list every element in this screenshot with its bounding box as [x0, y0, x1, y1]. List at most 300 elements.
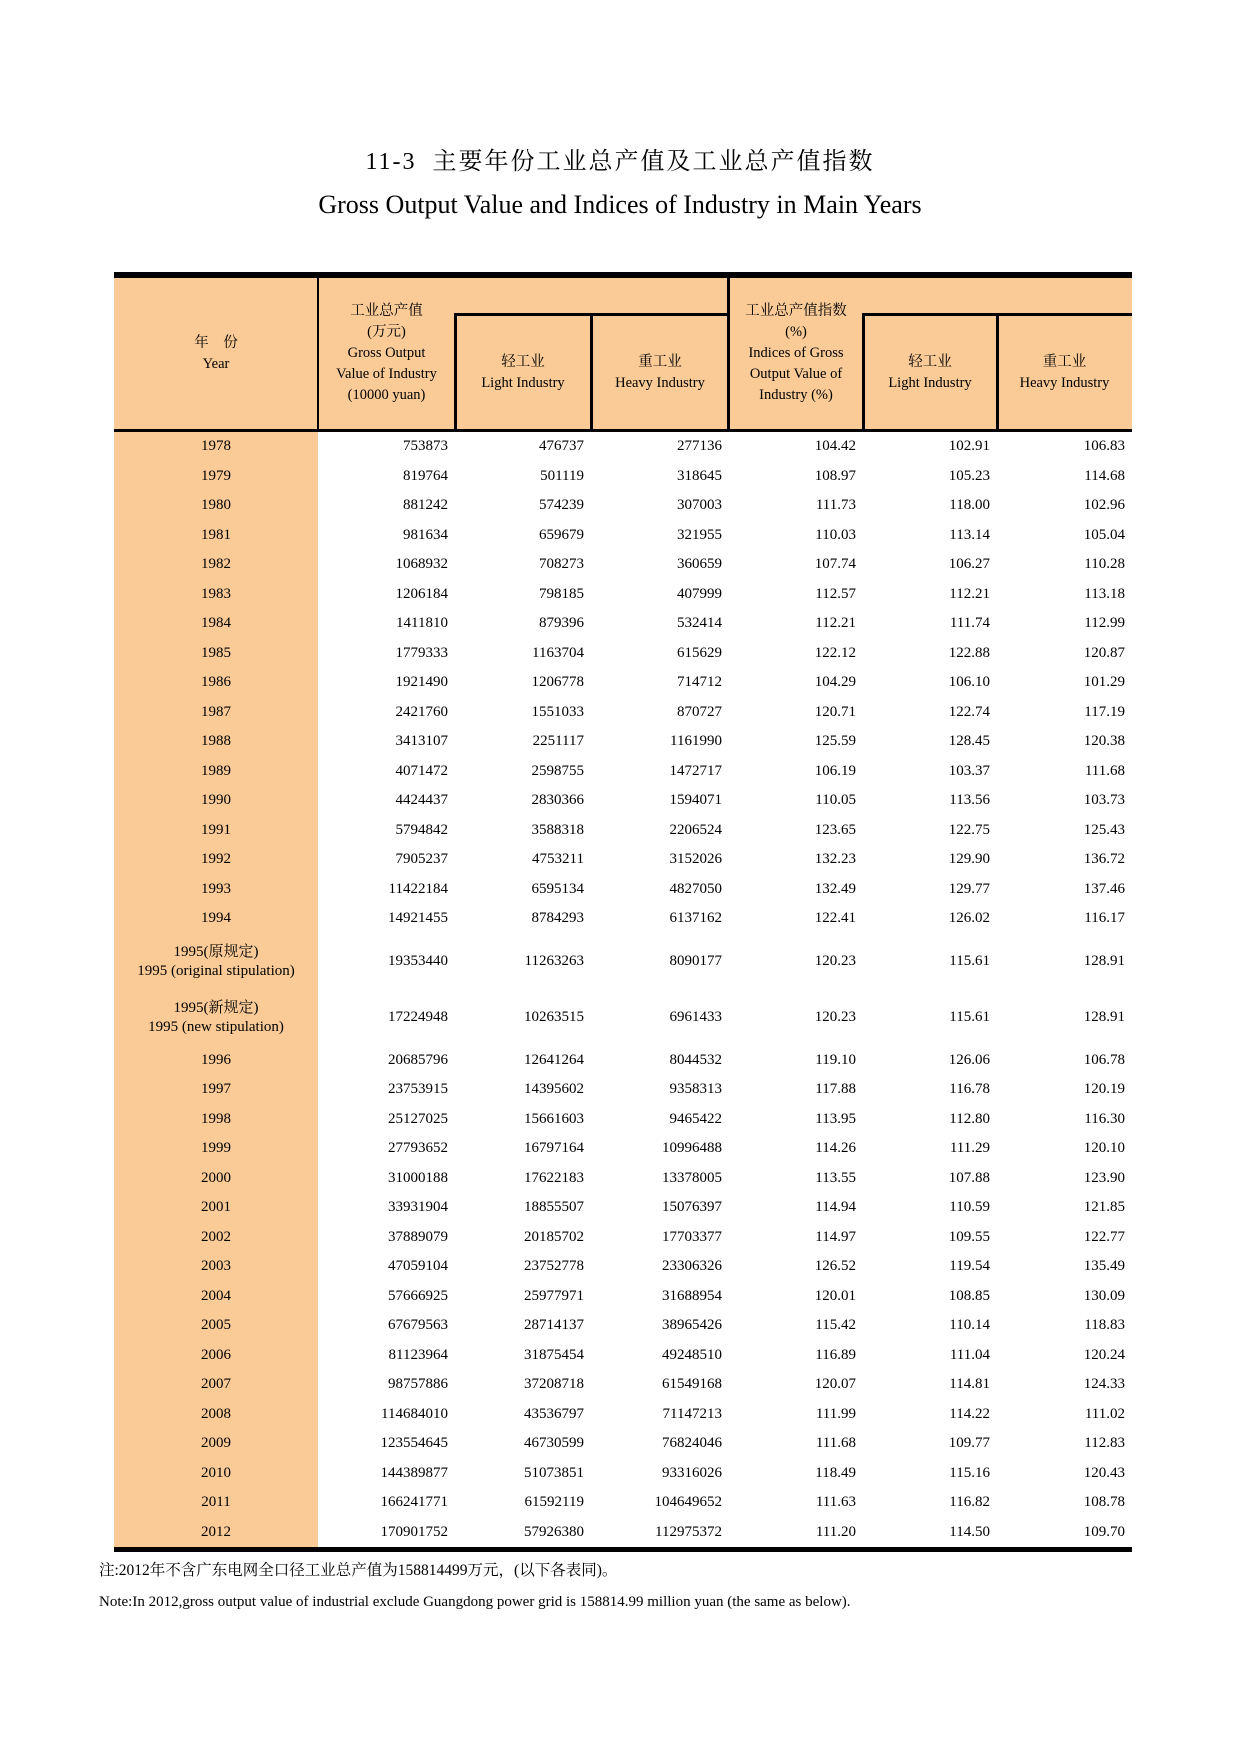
table-row — [114, 550, 1132, 580]
light-industry-index-cell: 113.14 — [949, 526, 990, 543]
light-industry-index-cell: 107.88 — [948, 1169, 990, 1186]
output-index-cell: 111.63 — [815, 1494, 856, 1511]
year-cell — [114, 1252, 318, 1282]
heavy-industry-value-cell: 870727 — [677, 703, 722, 720]
header-heavy2-en: Heavy Industry — [1019, 374, 1110, 391]
table-row — [114, 1400, 1132, 1430]
header-gross-output — [318, 278, 455, 429]
gross-output-cell: 81123964 — [388, 1346, 448, 1363]
gross-output-cell: 25127025 — [388, 1110, 448, 1127]
output-index-cell: 113.95 — [815, 1110, 856, 1127]
header-heavy2-cn: 重工业 — [1042, 353, 1087, 370]
year-label-line: 2000 — [201, 1169, 231, 1186]
light-industry-index-cell: 122.74 — [948, 703, 990, 720]
heavy-industry-index-cell: 121.85 — [1083, 1199, 1125, 1216]
header-index-line: Output Value of — [749, 366, 843, 382]
heavy-industry-index-cell: 106.78 — [1083, 1051, 1125, 1068]
table-row — [114, 1252, 1132, 1282]
year-label-line: 1988 — [201, 733, 231, 750]
header-divider-year — [317, 278, 319, 429]
heavy-industry-value-cell: 318645 — [677, 467, 722, 484]
table-row — [114, 757, 1132, 787]
light-industry-value-cell: 879396 — [539, 615, 584, 632]
heavy-industry-index-cell: 124.33 — [1083, 1376, 1125, 1393]
heavy-industry-value-cell: 9465422 — [669, 1110, 722, 1127]
heavy-industry-value-cell: 15076397 — [662, 1199, 722, 1216]
gross-output-cell: 67679563 — [388, 1317, 448, 1334]
light-industry-index-cell: 113.56 — [949, 792, 990, 809]
header-heavy-industry-index — [997, 316, 1132, 429]
year-cell — [114, 462, 318, 492]
output-index-cell: 112.21 — [815, 615, 856, 632]
light-industry-index-cell: 115.61 — [949, 1009, 990, 1025]
table-row — [114, 1046, 1132, 1076]
light-industry-value-cell: 6595134 — [531, 880, 584, 897]
gross-output-cell: 4071472 — [395, 762, 448, 779]
year-cell — [114, 668, 318, 698]
year-cell — [114, 698, 318, 728]
gross-output-cell: 20685796 — [388, 1051, 448, 1068]
light-industry-value-cell: 23752778 — [524, 1258, 584, 1275]
year-label-line: 2001 — [201, 1199, 231, 1216]
light-industry-value-cell: 37208718 — [524, 1376, 584, 1393]
footnote-chinese: 注:2012年不含广东电网全口径工业总产值为158814499万元，(以下各表同)。 — [99, 1562, 618, 1579]
heavy-industry-value-cell: 8044532 — [669, 1051, 722, 1068]
heavy-industry-index-cell: 108.78 — [1083, 1494, 1125, 1511]
year-label-line: 1999 — [201, 1140, 231, 1157]
year-cell — [114, 757, 318, 787]
year-label-line: 1998 — [201, 1110, 231, 1127]
light-industry-index-cell: 126.06 — [948, 1051, 990, 1068]
gross-output-cell: 5794842 — [395, 821, 448, 838]
gross-output-cell: 37889079 — [388, 1228, 448, 1245]
heavy-industry-index-cell: 125.43 — [1083, 821, 1125, 838]
gross-output-cell: 7905237 — [395, 851, 448, 868]
heavy-industry-index-cell: 120.38 — [1083, 733, 1125, 750]
table-row — [114, 904, 1132, 934]
light-industry-value-cell: 15661603 — [524, 1110, 584, 1127]
table-row — [114, 1164, 1132, 1194]
heavy-industry-value-cell: 10996488 — [662, 1140, 722, 1157]
light-industry-value-cell: 1206778 — [531, 674, 584, 691]
table-row — [114, 1282, 1132, 1312]
header-year — [114, 278, 318, 429]
year-cell — [114, 1193, 318, 1223]
light-industry-value-cell: 20185702 — [524, 1228, 584, 1245]
light-industry-index-cell: 122.88 — [948, 644, 990, 661]
heavy-industry-index-cell: 103.73 — [1083, 792, 1125, 809]
light-industry-index-cell: 119.54 — [949, 1258, 990, 1275]
year-label-line: 1997 — [201, 1081, 231, 1098]
light-industry-value-cell: 501119 — [540, 467, 584, 484]
header-light2-en: Light Industry — [888, 374, 972, 391]
heavy-industry-index-cell: 120.43 — [1083, 1464, 1125, 1481]
gross-output-cell: 2421760 — [395, 703, 448, 720]
light-industry-index-cell: 110.59 — [949, 1199, 990, 1216]
heavy-industry-value-cell: 31688954 — [662, 1287, 722, 1304]
light-industry-index-cell: 118.00 — [949, 497, 990, 514]
year-cell — [114, 1429, 318, 1459]
year-label-line: 1994 — [201, 910, 231, 927]
year-cell — [114, 609, 318, 639]
year-label-line: 1982 — [201, 556, 231, 573]
heavy-industry-value-cell: 76824046 — [662, 1435, 722, 1452]
year-label-line: 1984 — [201, 615, 231, 632]
header-index-line: Indices of Gross — [748, 345, 844, 361]
header-gross-line: 工业总产值 — [350, 303, 423, 319]
light-industry-index-cell: 109.77 — [948, 1435, 990, 1452]
table-row — [114, 491, 1132, 521]
light-industry-value-cell: 17622183 — [524, 1169, 584, 1186]
heavy-industry-value-cell: 360659 — [677, 556, 722, 573]
light-industry-index-cell: 116.78 — [949, 1081, 990, 1098]
heavy-industry-index-cell: 122.77 — [1083, 1228, 1125, 1245]
year-label-line: 2010 — [201, 1464, 231, 1481]
heavy-industry-value-cell: 6137162 — [669, 910, 722, 927]
heavy-industry-value-cell: 615629 — [677, 644, 722, 661]
light-industry-index-cell: 106.10 — [948, 674, 990, 691]
year-label-line: 1981 — [201, 526, 231, 543]
year-cell — [114, 786, 318, 816]
header-heavy1-cn: 重工业 — [638, 353, 682, 370]
light-industry-value-cell: 18855507 — [524, 1199, 584, 1216]
year-cell — [114, 875, 318, 905]
light-industry-index-cell: 111.04 — [949, 1346, 990, 1363]
table-row — [114, 698, 1132, 728]
heavy-industry-value-cell: 1594071 — [669, 792, 722, 809]
light-industry-value-cell: 57926380 — [524, 1523, 584, 1540]
heavy-industry-value-cell: 9358313 — [669, 1081, 722, 1098]
year-label-line: 1992 — [201, 851, 231, 868]
output-index-cell: 104.42 — [814, 438, 856, 455]
table-row — [114, 580, 1132, 610]
header-light-industry-index — [863, 316, 997, 429]
heavy-industry-index-cell: 116.30 — [1084, 1110, 1125, 1127]
table-row — [114, 609, 1132, 639]
table-header — [114, 278, 1132, 432]
table-row — [114, 816, 1132, 846]
light-industry-index-cell: 128.45 — [948, 733, 990, 750]
heavy-industry-index-cell: 118.83 — [1084, 1317, 1125, 1334]
light-industry-value-cell: 1163704 — [532, 644, 584, 661]
table-row — [114, 1105, 1132, 1135]
year-label-line: 2006 — [201, 1346, 231, 1363]
header-subdivider-2 — [590, 313, 593, 429]
gross-output-cell: 1921490 — [395, 674, 448, 691]
header-heavy1-en: Heavy Industry — [615, 374, 705, 391]
heavy-industry-index-cell: 137.46 — [1083, 880, 1125, 897]
output-index-cell: 112.57 — [815, 585, 856, 602]
light-industry-value-cell: 28714137 — [524, 1317, 584, 1334]
year-cell — [114, 1370, 318, 1400]
output-index-cell: 108.97 — [814, 467, 856, 484]
table-row — [114, 1341, 1132, 1371]
header-index-line: 工业总产值指数 — [745, 303, 847, 319]
table-row — [114, 432, 1132, 462]
year-label-line: 1990 — [201, 792, 231, 809]
output-index-cell: 115.42 — [815, 1317, 856, 1334]
year-label-line: 2003 — [201, 1258, 231, 1275]
heavy-industry-value-cell: 6961433 — [669, 1009, 722, 1025]
year-cell — [114, 1341, 318, 1371]
year-label-line: 1993 — [201, 880, 231, 897]
heavy-industry-index-cell: 114.68 — [1084, 467, 1125, 484]
year-label-line: 2007 — [201, 1376, 231, 1393]
year-label-line: 1985 — [201, 644, 231, 661]
light-industry-index-cell: 105.23 — [948, 467, 990, 484]
light-industry-value-cell: 8784293 — [531, 910, 584, 927]
table-body — [114, 432, 1132, 1552]
output-index-cell: 120.71 — [814, 703, 856, 720]
output-index-cell: 106.19 — [814, 762, 856, 779]
year-cell — [114, 845, 318, 875]
year-cell — [114, 1282, 318, 1312]
heavy-industry-value-cell: 532414 — [677, 615, 722, 632]
table-row — [114, 1518, 1132, 1548]
output-index-cell: 111.73 — [815, 497, 856, 514]
light-industry-value-cell: 16797164 — [524, 1140, 584, 1157]
output-index-cell: 113.55 — [815, 1169, 856, 1186]
heavy-industry-value-cell: 104649652 — [654, 1494, 722, 1511]
light-industry-index-cell: 114.81 — [949, 1376, 990, 1393]
heavy-industry-index-cell: 116.17 — [1084, 910, 1125, 927]
heavy-industry-value-cell: 714712 — [677, 674, 722, 691]
year-label-line: 1978 — [201, 438, 231, 455]
year-label-line: 2009 — [201, 1435, 231, 1452]
heavy-industry-value-cell: 2206524 — [669, 821, 722, 838]
output-index-cell: 132.49 — [814, 880, 856, 897]
gross-output-cell: 19353440 — [388, 953, 448, 969]
output-index-cell: 110.03 — [815, 526, 856, 543]
output-index-cell: 120.23 — [814, 1009, 856, 1025]
gross-output-cell: 98757886 — [388, 1376, 448, 1393]
heavy-industry-index-cell: 120.87 — [1083, 644, 1125, 661]
output-index-cell: 111.68 — [815, 1435, 856, 1452]
table-row — [114, 990, 1132, 1046]
output-index-cell: 110.05 — [815, 792, 856, 809]
gross-output-cell: 14921455 — [388, 910, 448, 927]
output-index-cell: 114.26 — [815, 1140, 856, 1157]
gross-output-cell: 1779333 — [395, 644, 448, 661]
header-index-line: (%) — [785, 324, 807, 340]
output-index-cell: 114.97 — [815, 1228, 856, 1245]
gross-output-cell: 31000188 — [388, 1169, 448, 1186]
gross-output-cell: 33931904 — [388, 1199, 448, 1216]
footnote-english: Note:In 2012,gross output value of industrial exclude Guangdong power grid is 158814.99 million yuan (the same as below). — [99, 1594, 851, 1610]
year-cell — [114, 727, 318, 757]
header-gross-line: Gross Output — [347, 345, 426, 361]
gross-output-cell: 1206184 — [395, 585, 448, 602]
gross-output-cell: 170901752 — [380, 1523, 448, 1540]
light-industry-value-cell: 11263263 — [524, 953, 584, 969]
light-industry-value-cell: 2598755 — [531, 762, 584, 779]
table-row — [114, 1370, 1132, 1400]
year-label-line: 1986 — [201, 674, 231, 691]
light-industry-index-cell: 114.50 — [949, 1523, 990, 1540]
heavy-industry-index-cell: 101.29 — [1083, 674, 1125, 691]
year-label-line: 2002 — [201, 1228, 231, 1245]
light-industry-value-cell: 3588318 — [531, 821, 584, 838]
heavy-industry-value-cell: 4827050 — [669, 880, 722, 897]
table-row — [114, 1311, 1132, 1341]
heavy-industry-index-cell: 112.83 — [1084, 1435, 1125, 1452]
output-index-cell: 123.65 — [814, 821, 856, 838]
table-row — [114, 521, 1132, 551]
heavy-industry-value-cell: 38965426 — [662, 1317, 722, 1334]
light-industry-value-cell: 476737 — [539, 438, 584, 455]
year-label-line: 1979 — [201, 467, 231, 484]
year-label-line: 1995(原规定) — [173, 943, 259, 960]
page-title-english: Gross Output Value and Indices of Industry in Main Years — [318, 190, 922, 219]
gross-output-cell: 47059104 — [388, 1258, 448, 1275]
light-industry-index-cell: 129.90 — [948, 851, 990, 868]
heavy-industry-index-cell: 117.19 — [1084, 703, 1125, 720]
output-index-cell: 104.29 — [814, 674, 856, 691]
light-industry-index-cell: 102.91 — [948, 438, 990, 455]
table-row — [114, 462, 1132, 492]
year-cell — [114, 1459, 318, 1489]
output-index-cell: 111.20 — [815, 1523, 856, 1540]
table-row — [114, 1223, 1132, 1253]
light-industry-index-cell: 116.82 — [949, 1494, 990, 1511]
year-label-line: 2004 — [201, 1287, 231, 1304]
heavy-industry-value-cell: 307003 — [677, 497, 722, 514]
light-industry-index-cell: 110.14 — [949, 1317, 990, 1334]
light-industry-index-cell: 115.16 — [949, 1464, 990, 1481]
light-industry-value-cell: 659679 — [539, 526, 584, 543]
table-row — [114, 1193, 1132, 1223]
year-cell — [114, 1400, 318, 1430]
output-index-cell: 126.52 — [814, 1258, 856, 1275]
year-cell — [114, 1518, 318, 1548]
output-index-cell: 125.59 — [814, 733, 856, 750]
light-industry-index-cell: 115.61 — [949, 953, 990, 969]
light-industry-value-cell: 25977971 — [524, 1287, 584, 1304]
light-industry-value-cell: 51073851 — [524, 1464, 584, 1481]
year-cell — [114, 1075, 318, 1105]
table-row — [114, 875, 1132, 905]
year-label-line: 1996 — [201, 1051, 231, 1068]
table-row — [114, 1429, 1132, 1459]
output-index-cell: 118.49 — [815, 1464, 856, 1481]
gross-output-cell: 753873 — [403, 438, 448, 455]
heavy-industry-value-cell: 49248510 — [662, 1346, 722, 1363]
heavy-industry-index-cell: 109.70 — [1083, 1523, 1125, 1540]
heavy-industry-index-cell: 136.72 — [1083, 851, 1125, 868]
year-cell — [114, 521, 318, 551]
year-label-line: 2008 — [201, 1405, 231, 1422]
light-industry-index-cell: 122.75 — [948, 821, 990, 838]
light-industry-value-cell: 4753211 — [532, 851, 584, 868]
year-label-line: 1983 — [201, 585, 231, 602]
light-industry-value-cell: 2830366 — [531, 792, 584, 809]
gross-output-cell: 123554645 — [380, 1435, 448, 1452]
heavy-industry-value-cell: 112975372 — [655, 1523, 722, 1540]
heavy-industry-index-cell: 112.99 — [1084, 615, 1125, 632]
year-cell — [114, 1488, 318, 1518]
gross-output-cell: 1068932 — [395, 556, 448, 573]
table-row — [114, 934, 1132, 990]
gross-output-cell: 17224948 — [388, 1009, 448, 1025]
output-index-cell: 120.23 — [814, 953, 856, 969]
heavy-industry-index-cell: 135.49 — [1083, 1258, 1125, 1275]
heavy-industry-index-cell: 120.19 — [1083, 1081, 1125, 1098]
light-industry-index-cell: 111.29 — [949, 1140, 990, 1157]
output-index-cell: 120.07 — [814, 1376, 856, 1393]
heavy-industry-index-cell: 128.91 — [1083, 1009, 1125, 1025]
year-label-line: 1995 (new stipulation) — [148, 1018, 284, 1035]
heavy-industry-value-cell: 407999 — [677, 585, 722, 602]
gross-output-cell: 819764 — [403, 467, 448, 484]
light-industry-value-cell: 14395602 — [524, 1081, 584, 1098]
heavy-industry-value-cell: 1472717 — [669, 762, 722, 779]
output-index-cell: 116.89 — [815, 1346, 856, 1363]
year-cell — [114, 1223, 318, 1253]
heavy-industry-index-cell: 123.90 — [1083, 1169, 1125, 1186]
gross-output-cell: 166241771 — [380, 1494, 448, 1511]
heavy-industry-index-cell: 111.68 — [1084, 762, 1125, 779]
gross-output-cell: 981634 — [403, 526, 448, 543]
year-label-line: 1987 — [201, 703, 231, 720]
table-row — [114, 1488, 1132, 1518]
gross-output-cell: 881242 — [403, 497, 448, 514]
year-cell — [114, 580, 318, 610]
gross-output-cell: 23753915 — [388, 1081, 448, 1098]
gross-output-cell: 11422184 — [388, 880, 448, 897]
table-row — [114, 1134, 1132, 1164]
light-industry-value-cell: 10263515 — [524, 1009, 584, 1025]
year-cell — [114, 1311, 318, 1341]
page-title-chinese: 11-3 主要年份工业总产值及工业总产值指数 — [365, 149, 875, 175]
heavy-industry-value-cell: 321955 — [677, 526, 722, 543]
heavy-industry-value-cell: 61549168 — [662, 1376, 722, 1393]
header-light1-cn: 轻工业 — [501, 353, 545, 370]
table-row — [114, 668, 1132, 698]
header-divider-groups — [727, 278, 730, 429]
year-label-line: 2011 — [201, 1494, 231, 1511]
header-light2-cn: 轻工业 — [908, 353, 952, 370]
heavy-industry-index-cell: 130.09 — [1083, 1287, 1125, 1304]
light-industry-value-cell: 12641264 — [524, 1051, 584, 1068]
gross-output-cell: 114684010 — [381, 1405, 448, 1422]
heavy-industry-value-cell: 277136 — [677, 438, 722, 455]
heavy-industry-value-cell: 1161990 — [670, 733, 722, 750]
output-index-cell: 111.99 — [815, 1405, 856, 1422]
year-cell — [114, 1105, 318, 1135]
output-index-cell: 117.88 — [815, 1081, 856, 1098]
table-row — [114, 639, 1132, 669]
year-label-line: 2005 — [201, 1317, 231, 1334]
year-cell — [114, 990, 318, 1046]
heavy-industry-index-cell: 102.96 — [1083, 497, 1125, 514]
light-industry-index-cell: 111.74 — [949, 615, 990, 632]
heavy-industry-value-cell: 71147213 — [662, 1405, 722, 1422]
header-year-en: Year — [202, 355, 230, 372]
light-industry-value-cell: 708273 — [539, 556, 584, 573]
gross-output-cell: 3413107 — [395, 733, 448, 750]
light-industry-index-cell: 103.37 — [948, 762, 990, 779]
year-label-line: 2012 — [201, 1523, 231, 1540]
light-industry-index-cell: 112.80 — [949, 1110, 990, 1127]
year-label-line: 1995 (original stipulation) — [137, 962, 295, 979]
light-industry-value-cell: 798185 — [539, 585, 584, 602]
header-gross-line: (万元) — [367, 324, 406, 340]
year-cell — [114, 432, 318, 462]
gross-output-cell: 57666925 — [388, 1287, 448, 1304]
table-row — [114, 1075, 1132, 1105]
heavy-industry-value-cell: 13378005 — [662, 1169, 722, 1186]
light-industry-index-cell: 114.22 — [949, 1405, 990, 1422]
